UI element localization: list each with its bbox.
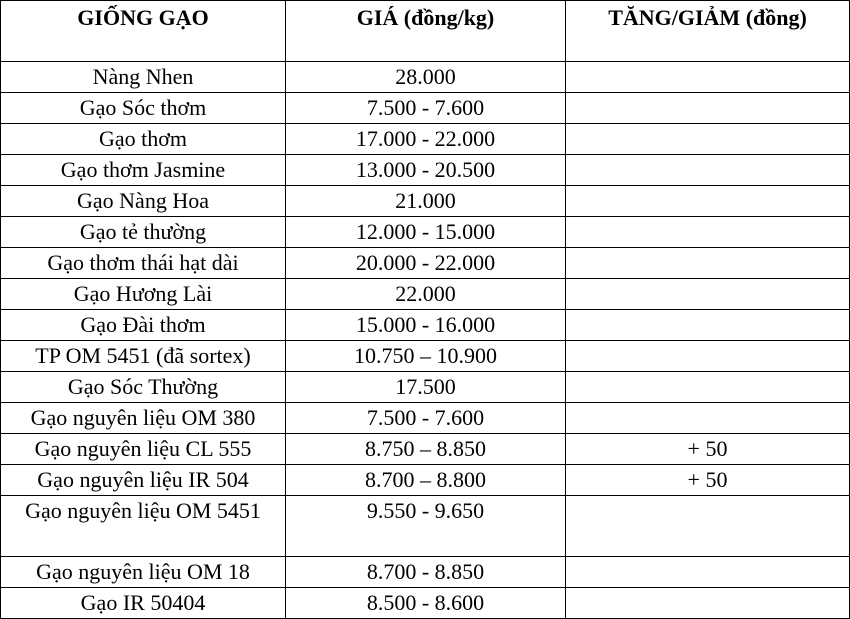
price-cell: 22.000 — [286, 279, 566, 310]
price-cell: 21.000 — [286, 186, 566, 217]
price-cell: 7.500 - 7.600 — [286, 403, 566, 434]
variety-cell: Gạo IR 50404 — [1, 588, 286, 619]
table-row — [1, 62, 850, 93]
price-cell: 7.500 - 7.600 — [286, 93, 566, 124]
change-cell — [566, 279, 850, 310]
price-cell: 20.000 - 22.000 — [286, 248, 566, 279]
header-change: TĂNG/GIẢM (đồng) — [566, 1, 850, 62]
price-cell: 8.500 - 8.600 — [286, 588, 566, 619]
table-row — [1, 372, 850, 403]
change-cell — [566, 186, 850, 217]
change-cell — [566, 372, 850, 403]
table-row — [1, 310, 850, 341]
change-cell — [566, 124, 850, 155]
variety-cell: Gạo Sóc Thường — [1, 372, 286, 403]
variety-cell: Gạo Sóc thơm — [1, 93, 286, 124]
price-cell: 15.000 - 16.000 — [286, 310, 566, 341]
change-cell — [566, 248, 850, 279]
price-cell: 13.000 - 20.500 — [286, 155, 566, 186]
variety-cell: Gạo thơm thái hạt dài — [1, 248, 286, 279]
change-cell — [566, 557, 850, 588]
table-row — [1, 248, 850, 279]
price-cell: 8.700 - 8.850 — [286, 557, 566, 588]
change-cell — [566, 310, 850, 341]
price-cell: 17.500 — [286, 372, 566, 403]
variety-cell: Nàng Nhen — [1, 62, 286, 93]
table-row — [1, 557, 850, 588]
table-row — [1, 155, 850, 186]
price-cell: 17.000 - 22.000 — [286, 124, 566, 155]
change-cell: + 50 — [566, 465, 850, 496]
change-cell: + 50 — [566, 434, 850, 465]
table-row — [1, 186, 850, 217]
table-row — [1, 341, 850, 372]
header-variety: GIỐNG GẠO — [1, 1, 286, 62]
variety-cell: Gạo thơm Jasmine — [1, 155, 286, 186]
variety-cell: TP OM 5451 (đã sortex) — [1, 341, 286, 372]
change-cell — [566, 93, 850, 124]
table-row — [1, 279, 850, 310]
variety-cell: Gạo nguyên liệu OM 380 — [1, 403, 286, 434]
price-cell: 8.750 – 8.850 — [286, 434, 566, 465]
variety-cell: Gạo Hương Lài — [1, 279, 286, 310]
variety-cell: Gạo Đài thơm — [1, 310, 286, 341]
change-cell — [566, 217, 850, 248]
price-cell: 9.550 - 9.650 — [286, 496, 566, 557]
variety-cell: Gạo nguyên liệu IR 504 — [1, 465, 286, 496]
change-cell — [566, 588, 850, 619]
variety-cell: Gạo Nàng Hoa — [1, 186, 286, 217]
table-row — [1, 465, 850, 496]
change-cell — [566, 62, 850, 93]
table-row — [1, 434, 850, 465]
table-row — [1, 588, 850, 619]
table-row — [1, 124, 850, 155]
table-row — [1, 496, 850, 557]
table-row — [1, 217, 850, 248]
price-cell: 12.000 - 15.000 — [286, 217, 566, 248]
header-price: GIÁ (đồng/kg) — [286, 1, 566, 62]
table-row — [1, 403, 850, 434]
price-cell: 10.750 – 10.900 — [286, 341, 566, 372]
change-cell — [566, 341, 850, 372]
change-cell — [566, 155, 850, 186]
variety-cell: Gạo nguyên liệu CL 555 — [1, 434, 286, 465]
table-row — [1, 93, 850, 124]
price-cell: 28.000 — [286, 62, 566, 93]
header-row — [1, 1, 850, 62]
change-cell — [566, 403, 850, 434]
change-cell — [566, 496, 850, 557]
variety-cell: Gạo nguyên liệu OM 5451 — [1, 496, 286, 557]
variety-cell: Gạo thơm — [1, 124, 286, 155]
variety-cell: Gạo nguyên liệu OM 18 — [1, 557, 286, 588]
variety-cell: Gạo tẻ thường — [1, 217, 286, 248]
price-cell: 8.700 – 8.800 — [286, 465, 566, 496]
